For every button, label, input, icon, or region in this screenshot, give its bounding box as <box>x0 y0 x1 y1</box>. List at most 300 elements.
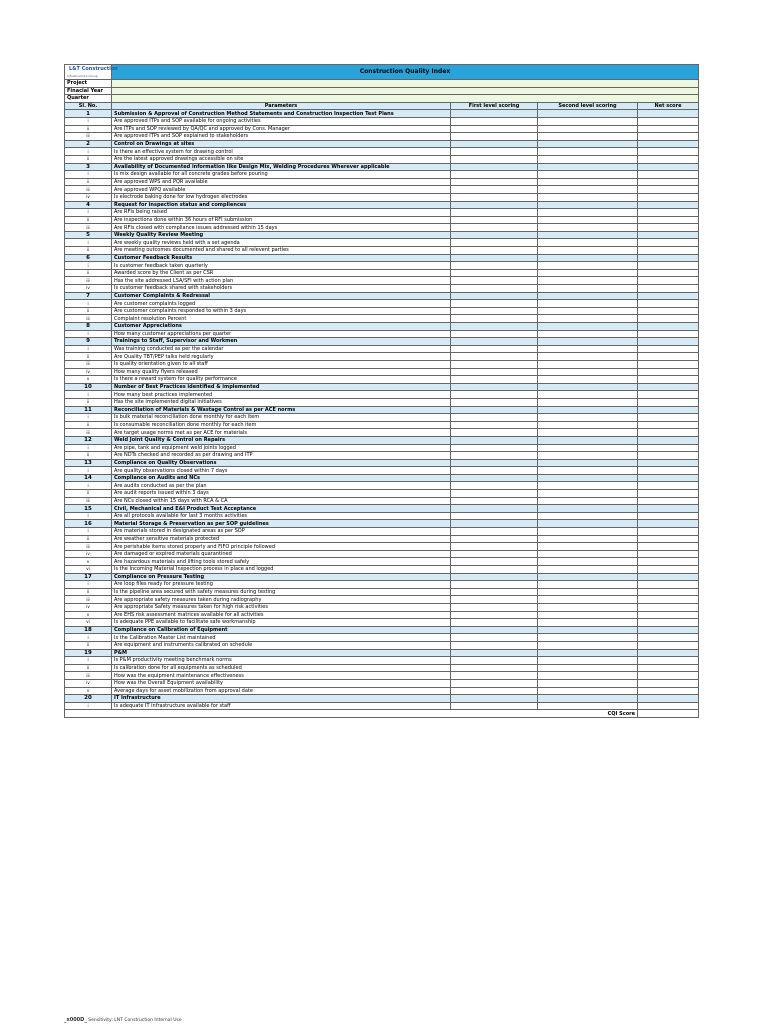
parameter-text-cell: Are approved ITPs and SOP available for ongoing activities <box>112 117 451 125</box>
first-level-score-cell[interactable] <box>451 398 538 406</box>
net-score-cell[interactable] <box>638 603 699 611</box>
parameter-text-cell: Are perishable items stored properly and FIFO principle followed <box>112 543 451 551</box>
cqi-score-value-cell[interactable] <box>638 710 699 718</box>
sl-no-cell: 13 <box>65 459 112 467</box>
first-level-score-cell[interactable] <box>451 247 538 255</box>
first-level-score-cell[interactable] <box>451 330 538 338</box>
second-level-score-cell[interactable] <box>538 558 638 566</box>
net-score-cell[interactable] <box>638 657 699 665</box>
second-level-score-cell[interactable] <box>538 603 638 611</box>
net-score-cell[interactable] <box>638 702 699 710</box>
net-score-cell[interactable] <box>638 512 699 520</box>
sl-no-cell: iii <box>65 360 112 368</box>
parameter-row <box>65 702 699 710</box>
sl-no-cell: 20 <box>65 695 112 703</box>
parameter-text-cell: Are audits conducted as per the plan <box>112 482 451 490</box>
net-score-cell[interactable] <box>638 209 699 217</box>
second-level-score-cell[interactable] <box>538 611 638 619</box>
net-score-cell[interactable] <box>638 391 699 399</box>
first-level-score-cell[interactable] <box>451 603 538 611</box>
first-level-score-cell[interactable] <box>451 687 538 695</box>
section-title-cell: Compliance on Quality Observations <box>112 459 451 467</box>
parameter-row <box>65 619 699 627</box>
second-level-score-cell[interactable] <box>538 512 638 520</box>
parameter-row <box>65 497 699 505</box>
project-value-cell[interactable] <box>112 80 699 88</box>
first-level-score-cell <box>451 383 538 391</box>
sl-no-cell: iii <box>65 224 112 232</box>
parameter-row <box>65 528 699 536</box>
first-level-score-cell <box>451 140 538 148</box>
parameter-text-cell: How many customer appreciations per quarter <box>112 330 451 338</box>
net-score-cell[interactable] <box>638 269 699 277</box>
sl-no-cell: i <box>65 300 112 308</box>
net-score-cell[interactable] <box>638 178 699 186</box>
first-level-score-cell[interactable] <box>451 634 538 642</box>
net-score-cell[interactable] <box>638 171 699 179</box>
net-score-cell[interactable] <box>638 429 699 437</box>
section-row <box>65 338 699 346</box>
net-score-cell[interactable] <box>638 467 699 475</box>
second-level-score-cell[interactable] <box>538 482 638 490</box>
first-level-score-cell[interactable] <box>451 300 538 308</box>
first-level-score-cell[interactable] <box>451 566 538 574</box>
second-level-score-cell[interactable] <box>538 634 638 642</box>
net-score-cell[interactable] <box>638 421 699 429</box>
first-level-score-cell[interactable] <box>451 679 538 687</box>
second-level-score-cell[interactable] <box>538 345 638 353</box>
sl-no-cell: i <box>65 262 112 270</box>
first-level-score-cell <box>451 573 538 581</box>
first-level-score-cell[interactable] <box>451 550 538 558</box>
sl-no-cell: i <box>65 117 112 125</box>
parameter-row <box>65 641 699 649</box>
net-score-cell[interactable] <box>638 687 699 695</box>
net-score-cell[interactable] <box>638 216 699 224</box>
first-level-score-cell[interactable] <box>451 148 538 156</box>
financial-year-value-cell[interactable] <box>112 87 699 95</box>
sl-no-cell: ii <box>65 125 112 133</box>
sl-no-cell: i <box>65 148 112 156</box>
second-level-score-cell[interactable] <box>538 193 638 201</box>
sl-no-cell: i <box>65 209 112 217</box>
first-level-score-cell <box>451 436 538 444</box>
net-score-cell[interactable] <box>638 490 699 498</box>
parameter-row <box>65 581 699 589</box>
parameter-row <box>65 664 699 672</box>
first-level-score-cell[interactable] <box>451 429 538 437</box>
sl-no-cell: ii <box>65 216 112 224</box>
second-level-score-cell[interactable] <box>538 224 638 232</box>
net-score-cell[interactable] <box>638 588 699 596</box>
sl-no-cell: iii <box>65 672 112 680</box>
sl-no-cell: vi <box>65 566 112 574</box>
first-level-score-cell[interactable] <box>451 171 538 179</box>
second-level-score-cell[interactable] <box>538 307 638 315</box>
sl-no-cell: v <box>65 376 112 384</box>
net-score-cell[interactable] <box>638 581 699 589</box>
parameter-text-cell: Is the Calibration Master List maintained <box>112 634 451 642</box>
sl-no-cell: 19 <box>65 649 112 657</box>
sl-no-cell: i <box>65 702 112 710</box>
sl-no-cell: iv <box>65 679 112 687</box>
parameter-row <box>65 155 699 163</box>
sl-no-cell: 15 <box>65 505 112 513</box>
second-level-score-cell[interactable] <box>538 444 638 452</box>
first-level-score-cell <box>451 626 538 634</box>
parameter-text-cell: Are all protocols available for last 3 months activities <box>112 512 451 520</box>
first-level-score-cell <box>451 338 538 346</box>
net-score-cell[interactable] <box>638 497 699 505</box>
net-score-cell[interactable] <box>638 641 699 649</box>
quarter-label: Quarter <box>65 95 112 103</box>
second-level-score-cell[interactable] <box>538 376 638 384</box>
parameter-text-cell: Awarded score by the Client as per CSR <box>112 269 451 277</box>
parameter-row <box>65 307 699 315</box>
first-level-score-cell <box>451 505 538 513</box>
parameter-text-cell: Are appropriate Safety measures taken for high risk activities <box>112 603 451 611</box>
second-level-score-cell[interactable] <box>538 216 638 224</box>
parameter-text-cell: Is quality orientation given to all staff <box>112 360 451 368</box>
first-level-score-cell[interactable] <box>451 224 538 232</box>
first-level-score-cell[interactable] <box>451 376 538 384</box>
net-score-cell[interactable] <box>638 315 699 323</box>
parameter-row <box>65 543 699 551</box>
sl-no-cell: ii <box>65 307 112 315</box>
sl-no-cell: iii <box>65 429 112 437</box>
net-score-cell[interactable] <box>638 186 699 194</box>
second-level-score-cell[interactable] <box>538 641 638 649</box>
first-level-score-cell[interactable] <box>451 239 538 247</box>
second-level-score-cell <box>538 459 638 467</box>
col-header-second-level: Second level scoring <box>538 102 638 110</box>
second-level-score-cell[interactable] <box>538 330 638 338</box>
net-score-cell[interactable] <box>638 368 699 376</box>
first-level-score-cell[interactable] <box>451 391 538 399</box>
second-level-score-cell[interactable] <box>538 679 638 687</box>
first-level-score-cell[interactable] <box>451 482 538 490</box>
net-score-cell[interactable] <box>638 155 699 163</box>
net-score-cell[interactable] <box>638 535 699 543</box>
parameter-text-cell: Is adequate PPE available to facilitate safe workmanship <box>112 619 451 627</box>
sl-no-cell: 8 <box>65 323 112 331</box>
first-level-score-cell[interactable] <box>451 672 538 680</box>
second-level-score-cell[interactable] <box>538 178 638 186</box>
first-level-score-cell[interactable] <box>451 702 538 710</box>
second-level-score-cell[interactable] <box>538 148 638 156</box>
second-level-score-cell[interactable] <box>538 535 638 543</box>
parameter-text-cell: Are RFIs being raised <box>112 209 451 217</box>
second-level-score-cell[interactable] <box>538 186 638 194</box>
parameter-row <box>65 679 699 687</box>
net-score-cell <box>638 292 699 300</box>
second-level-score-cell[interactable] <box>538 117 638 125</box>
second-level-score-cell[interactable] <box>538 262 638 270</box>
parameter-row <box>65 490 699 498</box>
first-level-score-cell[interactable] <box>451 641 538 649</box>
parameter-row <box>65 133 699 141</box>
net-score-cell[interactable] <box>638 414 699 422</box>
second-level-score-cell[interactable] <box>538 657 638 665</box>
parameter-row <box>65 687 699 695</box>
net-score-cell[interactable] <box>638 566 699 574</box>
second-level-score-cell <box>538 474 638 482</box>
section-title-cell: Compliance on Calibration of Equipment <box>112 626 451 634</box>
parameter-text-cell: How many best practices implemented <box>112 391 451 399</box>
first-level-score-cell[interactable] <box>451 444 538 452</box>
sl-no-cell: i <box>65 657 112 665</box>
sl-no-cell: iii <box>65 543 112 551</box>
first-level-score-cell[interactable] <box>451 414 538 422</box>
net-score-cell[interactable] <box>638 376 699 384</box>
first-level-score-cell <box>451 323 538 331</box>
parameter-row <box>65 414 699 422</box>
first-level-score-cell[interactable] <box>451 421 538 429</box>
first-level-score-cell[interactable] <box>451 581 538 589</box>
net-score-cell[interactable] <box>638 444 699 452</box>
second-level-score-cell[interactable] <box>538 596 638 604</box>
parameter-text-cell: Are EHS risk assessment matrices available for all activities <box>112 611 451 619</box>
net-score-cell[interactable] <box>638 596 699 604</box>
second-level-score-cell[interactable] <box>538 277 638 285</box>
parameter-text-cell: Are approved WPQ available <box>112 186 451 194</box>
net-score-cell[interactable] <box>638 634 699 642</box>
second-level-score-cell <box>538 649 638 657</box>
first-level-score-cell <box>451 231 538 239</box>
second-level-score-cell[interactable] <box>538 360 638 368</box>
net-score-cell[interactable] <box>638 345 699 353</box>
parameter-text-cell: Are hazardous materials and lifting tools stored safely <box>112 558 451 566</box>
second-level-score-cell[interactable] <box>538 452 638 460</box>
financial-year-label: Finacial Year <box>65 87 112 95</box>
parameter-text-cell: How many quality flyers released <box>112 368 451 376</box>
section-title-cell: Customer Complaints & Redressal <box>112 292 451 300</box>
first-level-score-cell[interactable] <box>451 186 538 194</box>
first-level-score-cell[interactable] <box>451 285 538 293</box>
sl-no-cell: iv <box>65 368 112 376</box>
net-score-cell[interactable] <box>638 353 699 361</box>
sl-no-cell: 11 <box>65 406 112 414</box>
first-level-score-cell <box>451 649 538 657</box>
parameter-row <box>65 421 699 429</box>
first-level-score-cell[interactable] <box>451 216 538 224</box>
second-level-score-cell[interactable] <box>538 155 638 163</box>
second-level-score-cell[interactable] <box>538 239 638 247</box>
sl-no-cell: ii <box>65 155 112 163</box>
second-level-score-cell[interactable] <box>538 209 638 217</box>
first-level-score-cell[interactable] <box>451 133 538 141</box>
first-level-score-cell[interactable] <box>451 360 538 368</box>
sl-no-cell: iv <box>65 603 112 611</box>
parameter-text-cell: Are damaged or expired materials quarantined <box>112 550 451 558</box>
parameter-row <box>65 193 699 201</box>
parameter-row <box>65 467 699 475</box>
sl-no-cell: 7 <box>65 292 112 300</box>
second-level-score-cell[interactable] <box>538 398 638 406</box>
first-level-score-cell[interactable] <box>451 368 538 376</box>
first-level-score-cell[interactable] <box>451 512 538 520</box>
net-score-cell[interactable] <box>638 247 699 255</box>
net-score-cell <box>638 163 699 171</box>
section-title-cell: Submission & Approval of Construction Method Statements and Construction Inspection Test Plans <box>112 110 451 118</box>
net-score-cell[interactable] <box>638 193 699 201</box>
net-score-cell[interactable] <box>638 558 699 566</box>
first-level-score-cell[interactable] <box>451 528 538 536</box>
net-score-cell[interactable] <box>638 125 699 133</box>
first-level-score-cell[interactable] <box>451 262 538 270</box>
second-level-score-cell[interactable] <box>538 490 638 498</box>
first-level-score-cell[interactable] <box>451 277 538 285</box>
section-row <box>65 231 699 239</box>
net-score-cell[interactable] <box>638 528 699 536</box>
first-level-score-cell[interactable] <box>451 619 538 627</box>
section-title-cell: IT Infrastructure <box>112 695 451 703</box>
parameter-text-cell: Are pipe, tank and equipment weld joints logged <box>112 444 451 452</box>
net-score-cell[interactable] <box>638 619 699 627</box>
parameter-row <box>65 672 699 680</box>
second-level-score-cell[interactable] <box>538 368 638 376</box>
net-score-cell[interactable] <box>638 307 699 315</box>
first-level-score-cell[interactable] <box>451 452 538 460</box>
second-level-score-cell[interactable] <box>538 391 638 399</box>
parameter-text-cell: Are equipment and instruments calibrated on schedule <box>112 641 451 649</box>
net-score-cell[interactable] <box>638 262 699 270</box>
second-level-score-cell[interactable] <box>538 133 638 141</box>
second-level-score-cell[interactable] <box>538 247 638 255</box>
net-score-cell[interactable] <box>638 117 699 125</box>
first-level-score-cell[interactable] <box>451 611 538 619</box>
parameter-text-cell: Are appropriate safety measures taken during radiography <box>112 596 451 604</box>
second-level-score-cell[interactable] <box>538 467 638 475</box>
second-level-score-cell[interactable] <box>538 269 638 277</box>
second-level-score-cell[interactable] <box>538 581 638 589</box>
second-level-score-cell[interactable] <box>538 353 638 361</box>
first-level-score-cell[interactable] <box>451 269 538 277</box>
first-level-score-cell[interactable] <box>451 664 538 672</box>
first-level-score-cell[interactable] <box>451 490 538 498</box>
net-score-cell[interactable] <box>638 239 699 247</box>
parameter-text-cell: How was the equipment maintenance effectiveness <box>112 672 451 680</box>
parameter-text-cell: Are weather sensitive materials protected <box>112 535 451 543</box>
second-level-score-cell[interactable] <box>538 566 638 574</box>
net-score-cell[interactable] <box>638 550 699 558</box>
first-level-score-cell[interactable] <box>451 125 538 133</box>
logo-name: L&T Construction <box>69 66 118 72</box>
second-level-score-cell[interactable] <box>538 664 638 672</box>
net-score-cell[interactable] <box>638 330 699 338</box>
first-level-score-cell[interactable] <box>451 657 538 665</box>
section-row <box>65 474 699 482</box>
first-level-score-cell[interactable] <box>451 345 538 353</box>
second-level-score-cell[interactable] <box>538 414 638 422</box>
second-level-score-cell[interactable] <box>538 619 638 627</box>
parameter-text-cell: Are NDTs checked and recorded as per drawing and ITP <box>112 452 451 460</box>
second-level-score-cell[interactable] <box>538 125 638 133</box>
sl-no-cell: 2 <box>65 140 112 148</box>
net-score-cell[interactable] <box>638 300 699 308</box>
first-level-score-cell[interactable] <box>451 155 538 163</box>
second-level-score-cell[interactable] <box>538 550 638 558</box>
net-score-cell[interactable] <box>638 277 699 285</box>
second-level-score-cell[interactable] <box>538 421 638 429</box>
net-score-cell[interactable] <box>638 672 699 680</box>
parameter-text-cell: Was training conducted as per the calendar <box>112 345 451 353</box>
quarter-value-cell[interactable] <box>112 95 699 103</box>
first-level-score-cell[interactable] <box>451 543 538 551</box>
sl-no-cell: 16 <box>65 520 112 528</box>
sl-no-cell: ii <box>65 490 112 498</box>
net-score-cell[interactable] <box>638 224 699 232</box>
net-score-cell <box>638 338 699 346</box>
sl-no-cell: ii <box>65 269 112 277</box>
first-level-score-cell[interactable] <box>451 467 538 475</box>
net-score-cell[interactable] <box>638 543 699 551</box>
second-level-score-cell[interactable] <box>538 702 638 710</box>
first-level-score-cell[interactable] <box>451 307 538 315</box>
parameter-row <box>65 566 699 574</box>
second-level-score-cell[interactable] <box>538 171 638 179</box>
net-score-cell <box>638 505 699 513</box>
first-level-score-cell <box>451 292 538 300</box>
section-title-cell: Trainings to Staff, Supervisor and Workmen <box>112 338 451 346</box>
net-score-cell[interactable] <box>638 482 699 490</box>
first-level-score-cell[interactable] <box>451 178 538 186</box>
first-level-score-cell[interactable] <box>451 588 538 596</box>
second-level-score-cell[interactable] <box>538 588 638 596</box>
first-level-score-cell[interactable] <box>451 209 538 217</box>
net-score-cell[interactable] <box>638 611 699 619</box>
section-row <box>65 140 699 148</box>
first-level-score-cell[interactable] <box>451 193 538 201</box>
net-score-cell[interactable] <box>638 285 699 293</box>
second-level-score-cell[interactable] <box>538 497 638 505</box>
net-score-cell[interactable] <box>638 664 699 672</box>
section-title-cell: Civil, Mechanical and E&I Product Test Acceptance <box>112 505 451 513</box>
sl-no-cell: v <box>65 611 112 619</box>
first-level-score-cell[interactable] <box>451 558 538 566</box>
first-level-score-cell[interactable] <box>451 596 538 604</box>
net-score-cell[interactable] <box>638 360 699 368</box>
second-level-score-cell[interactable] <box>538 543 638 551</box>
second-level-score-cell[interactable] <box>538 429 638 437</box>
second-level-score-cell[interactable] <box>538 687 638 695</box>
net-score-cell[interactable] <box>638 133 699 141</box>
parameter-row <box>65 269 699 277</box>
net-score-cell[interactable] <box>638 148 699 156</box>
net-score-cell[interactable] <box>638 398 699 406</box>
first-level-score-cell <box>451 201 538 209</box>
first-level-score-cell[interactable] <box>451 117 538 125</box>
second-level-score-cell[interactable] <box>538 528 638 536</box>
sl-no-cell: 17 <box>65 573 112 581</box>
cqi-sheet <box>64 64 698 718</box>
first-level-score-cell[interactable] <box>451 315 538 323</box>
second-level-score-cell[interactable] <box>538 285 638 293</box>
cqi-score-label: CQI Score <box>65 710 638 718</box>
first-level-score-cell[interactable] <box>451 497 538 505</box>
second-level-score-cell[interactable] <box>538 300 638 308</box>
net-score-cell[interactable] <box>638 679 699 687</box>
second-level-score-cell[interactable] <box>538 672 638 680</box>
section-row <box>65 163 699 171</box>
first-level-score-cell[interactable] <box>451 535 538 543</box>
net-score-cell[interactable] <box>638 452 699 460</box>
parameter-row <box>65 353 699 361</box>
sl-no-cell: ii <box>65 421 112 429</box>
second-level-score-cell <box>538 110 638 118</box>
first-level-score-cell[interactable] <box>451 353 538 361</box>
second-level-score-cell[interactable] <box>538 315 638 323</box>
